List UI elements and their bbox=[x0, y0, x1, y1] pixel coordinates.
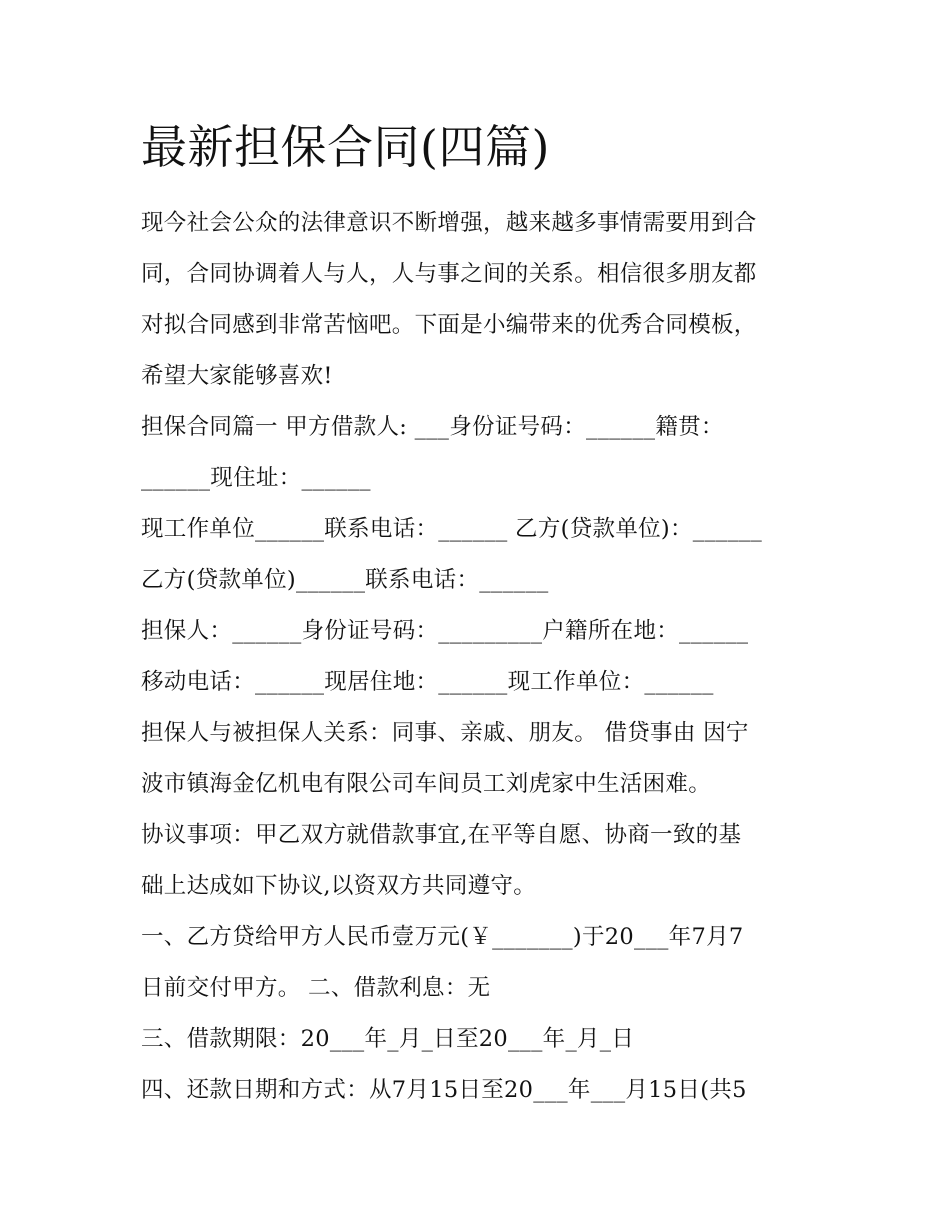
intro-line-4: 希望大家能够喜欢! bbox=[141, 363, 333, 389]
guarantor-line: 担保人：______身份证号码：_________户籍所在地：______ bbox=[141, 618, 749, 644]
loan-reason-line: 波市镇海金亿机电有限公司车间员工刘虎家中生活困难。 bbox=[141, 771, 712, 797]
clause-one-line-2: 日前交付甲方。 二、借款利息：无 bbox=[141, 975, 491, 1001]
clause-four-line: 四、还款日期和方式：从7月15日至20___年___月15日(共5 bbox=[141, 1077, 747, 1103]
intro-line-2: 同，合同协调着人与人，人与事之间的关系。相信很多朋友都 bbox=[141, 261, 757, 287]
relationship-line: 担保人与被担保人关系：同事、亲戚、朋友。 借贷事由 因宁 bbox=[141, 720, 749, 746]
clause-three-line: 三、借款期限：20___年_月_日至20___年_月_日 bbox=[141, 1026, 635, 1052]
section-one-heading-line: 担保合同篇一 甲方借款人: ___身份证号码：______籍贯： bbox=[141, 414, 724, 440]
intro-line-1: 现今社会公众的法律意识不断增强，越来越多事情需要用到合 bbox=[141, 210, 757, 236]
borrower-address-line: ______现住址：______ bbox=[141, 465, 371, 491]
guarantor-contact-line: 移动电话：______现居住地：______现工作单位：______ bbox=[141, 669, 714, 695]
document-body bbox=[141, 200, 821, 1118]
work-unit-line: 现工作单位______联系电话：______ 乙方(贷款单位)：______ bbox=[141, 516, 763, 542]
clause-one-line-1: 一、乙方贷给甲方人民币壹万元(￥_______)于20___年7月7 bbox=[141, 924, 744, 950]
page-title: 最新担保合同(四篇) bbox=[141, 120, 550, 174]
agreement-line-1: 协议事项：甲乙双方就借款事宜,在平等自愿、协商一致的基 bbox=[141, 822, 742, 848]
intro-line-3: 对拟合同感到非常苦恼吧。下面是小编带来的优秀合同模板， bbox=[141, 312, 757, 338]
agreement-line-2: 础上达成如下协议,以资双方共同遵守。 bbox=[141, 873, 537, 899]
lender-contact-line: 乙方(贷款单位)______联系电话：______ bbox=[141, 567, 549, 593]
